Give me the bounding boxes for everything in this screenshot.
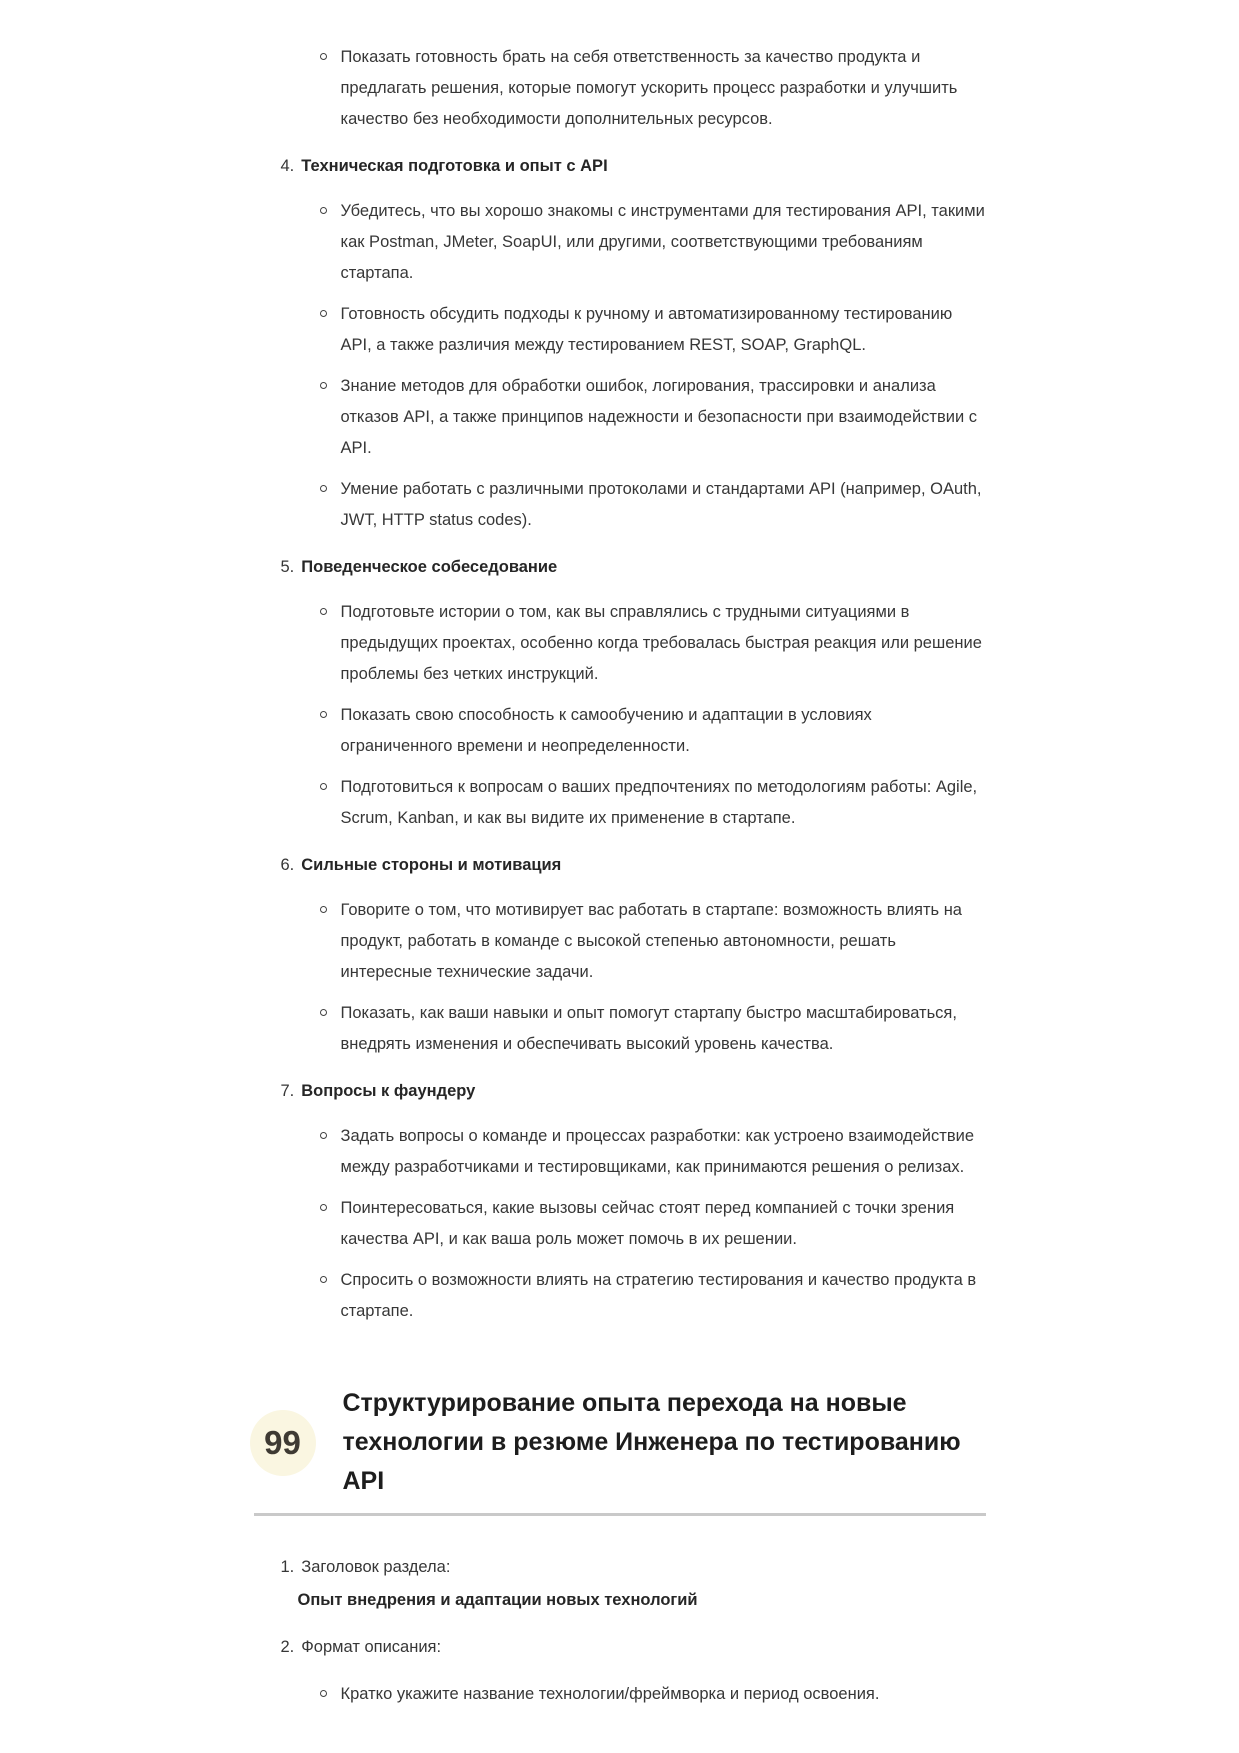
outline-bullet-list [254, 1679, 986, 1710]
outline-label: Формат описания: [301, 1638, 442, 1656]
chapter-title: Структурирование опыта перехода на новые технологии в резюме Инженера по тестированию API [342, 1389, 961, 1495]
bullet-item [254, 299, 986, 361]
circle-bullet-icon [320, 1204, 327, 1211]
outline-list [254, 1552, 986, 1710]
section-bullet-list [254, 597, 986, 834]
circle-bullet-icon [320, 485, 327, 492]
circle-bullet-icon [320, 608, 327, 615]
bullet-item [254, 1265, 986, 1327]
document-content [254, 0, 986, 1710]
outline-item-2 [254, 1632, 986, 1710]
outline-item-1 [254, 1552, 986, 1616]
circle-bullet-icon [320, 382, 327, 389]
bullet-text: Готовность обсудить подходы к ручному и автоматизированному тестированию API, а также различия между тестированием REST, SOAP, GraphQL. [340, 305, 953, 354]
section-heading [254, 850, 986, 881]
section-number: 7. [280, 1082, 295, 1100]
section-number: 6. [280, 856, 295, 874]
intro-bullet-list [254, 42, 986, 135]
bullet-text: Умение работать с различными протоколами и стандартами API (например, OAuth, JWT, HTTP status codes). [340, 480, 982, 529]
bullet-text: Показать, как ваши навыки и опыт помогут стартапу быстро масштабироваться, внедрять изменения и обеспечивать высокий уровень качества. [340, 1004, 957, 1053]
bullet-text: Спросить о возможности влиять на стратегию тестирования и качество продукта в стартапе. [340, 1271, 977, 1320]
bullet-text: Показать свою способность к самообучению и адаптации в условиях ограниченного времени и неопределенности. [340, 706, 872, 755]
bullet-item [254, 1193, 986, 1255]
section-bullet-list [254, 196, 986, 536]
circle-bullet-icon [320, 783, 327, 790]
bullet-text: Задать вопросы о команде и процессах разработки: как устроено взаимодействие между разработчиками и тестировщиками, как принимаются решения о релизах. [340, 1127, 974, 1176]
section-heading [254, 151, 986, 182]
bullet-item [254, 700, 986, 762]
bullet-text: Убедитесь, что вы хорошо знакомы с инструментами для тестирования API, такими как Postman, JMeter, SoapUI, или другими, соответствующими требованиям стартапа. [340, 202, 985, 282]
bullet-item [254, 1121, 986, 1183]
section-bullet-list [254, 1121, 986, 1327]
circle-bullet-icon [320, 207, 327, 214]
section-5 [254, 552, 986, 834]
circle-bullet-icon [320, 53, 327, 60]
bullet-item [254, 772, 986, 834]
section-title: Поведенческое собеседование [301, 558, 558, 576]
chapter-header [254, 1384, 986, 1501]
outline-number: 1. [280, 1558, 295, 1576]
outline-label: Заголовок раздела: [301, 1558, 451, 1576]
chapter-number: 99 [264, 1424, 301, 1461]
section-title: Техническая подготовка и опыт с API [301, 157, 608, 175]
outline-bold-line: Опыт внедрения и адаптации новых технологий [297, 1591, 698, 1609]
bullet-item [254, 42, 986, 135]
bullet-item [254, 1679, 986, 1710]
bullet-text: Поинтересоваться, какие вызовы сейчас стоят перед компанией с точки зрения качества API, и как ваша роль может помочь в их решении. [340, 1199, 955, 1248]
bullet-text: Говорите о том, что мотивирует вас работать в стартапе: возможность влиять на продукт, работать в команде с высокой степенью автономности, решать интересные технические задачи. [340, 901, 962, 981]
bullet-item [254, 474, 986, 536]
section-number: 5. [280, 558, 295, 576]
outline-number: 2. [280, 1638, 295, 1656]
bullet-text: Кратко укажите название технологии/фреймворка и период освоения. [340, 1685, 880, 1703]
section-heading [254, 552, 986, 583]
circle-bullet-icon [320, 1132, 327, 1139]
circle-bullet-icon [320, 310, 327, 317]
bullet-text: Показать готовность брать на себя ответственность за качество продукта и предлагать решения, которые помогут ускорить процесс разработки и улучшить качество без необходимости дополнительных ресурсов. [340, 48, 958, 128]
section-heading [254, 1076, 986, 1107]
circle-bullet-icon [320, 1009, 327, 1016]
bullet-item [254, 597, 986, 690]
section-title: Сильные стороны и мотивация [301, 856, 562, 874]
outline-item-line [254, 1552, 986, 1583]
section-bullet-list [254, 895, 986, 1060]
outline-item-line [254, 1632, 986, 1663]
circle-bullet-icon [320, 711, 327, 718]
bullet-item [254, 998, 986, 1060]
section-number: 4. [280, 157, 295, 175]
circle-bullet-icon [320, 906, 327, 913]
bullet-text: Знание методов для обработки ошибок, логирования, трассировки и анализа отказов API, а также принципов надежности и безопасности при взаимодействии с API. [340, 377, 978, 457]
section-6 [254, 850, 986, 1060]
section-divider [254, 1513, 986, 1516]
chapter-number-badge [250, 1410, 316, 1476]
bullet-text: Подготовиться к вопросам о ваших предпочтениях по методологиям работы: Agile, Scrum, Kanban, и как вы видите их применение в стартапе. [340, 778, 978, 827]
bullet-item [254, 895, 986, 988]
section-7 [254, 1076, 986, 1327]
bullet-item [254, 371, 986, 464]
section-4 [254, 151, 986, 536]
circle-bullet-icon [320, 1276, 327, 1283]
bullet-text: Подготовьте истории о том, как вы справлялись с трудными ситуациями в предыдущих проектах, особенно когда требовалась быстрая реакция или решение проблемы без четких инструкций. [340, 603, 982, 683]
bullet-item [254, 196, 986, 289]
circle-bullet-icon [320, 1690, 327, 1697]
section-title: Вопросы к фаундеру [301, 1082, 476, 1100]
